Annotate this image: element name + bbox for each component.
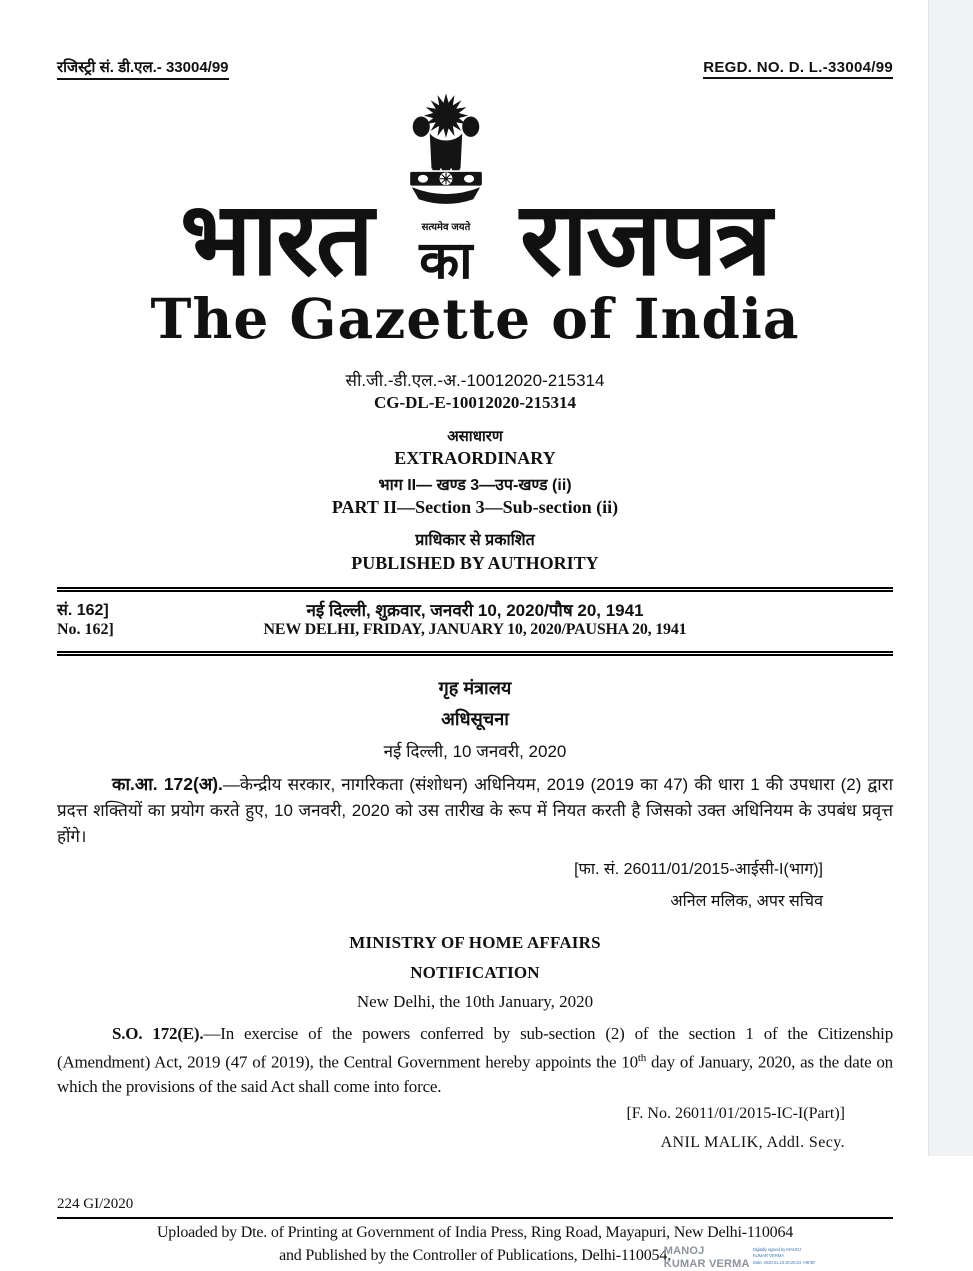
- signature-details-line2: KUMAR VERMA: [752, 1253, 784, 1259]
- state-emblem-icon: [403, 90, 489, 218]
- registry-number-hindi: रजिस्ट्री सं. डी.एल.- 33004/99: [57, 57, 229, 80]
- masthead-title-row: [57, 90, 893, 297]
- issue-row-english: [57, 621, 893, 644]
- masthead: [57, 90, 893, 351]
- body-text-english-1: —In exercise of the powers conferred by sub-section (2) of the section 1 of the Citizenship (Amendment) Act, 2019 (47 of 2019), the Central Government hereby appoints the 10: [57, 1024, 893, 1072]
- extraordinary-english: EXTRAORDINARY: [394, 448, 556, 468]
- page-footer: [57, 1195, 893, 1270]
- published-by-line: and Published by the Controller of Publications, Delhi-110054.: [279, 1246, 671, 1264]
- issue-date-hindi: नई दिल्ली, शुक्रवार, जनवरी 10, 2020/पौष 20, 1941: [306, 601, 644, 620]
- cg-number-english: CG-DL-E-10012020-215314: [373, 393, 577, 412]
- authority-english: PUBLISHED BY AUTHORITY: [351, 553, 599, 573]
- ministry-title-hindi: गृह मंत्रालय: [438, 678, 512, 698]
- authority-hindi: प्राधिकार से प्रकाशित: [415, 532, 535, 549]
- file-number-english: [F. No. 26011/01/2015-IC-I(Part)]: [626, 1104, 845, 1122]
- notification-heading-hindi: अधिसूचना: [441, 709, 509, 729]
- signatory-english: ANIL MALIK, Addl. Secy.: [660, 1133, 845, 1151]
- masthead-title-hindi-right: राजपत्र: [519, 182, 771, 297]
- emblem-motto: सत्यमेव जयते: [421, 222, 471, 233]
- signature-details: [753, 1245, 815, 1267]
- publication-meta: [57, 368, 893, 574]
- viewer-gutter: [928, 0, 973, 1156]
- gazette-page: [57, 0, 893, 1270]
- masthead-title-hindi-left: भारत: [179, 182, 372, 297]
- issue-date-english: NEW DELHI, FRIDAY, JANUARY 10, 2020/PAUSHA 20, 1941: [263, 621, 687, 638]
- signer-name: [664, 1245, 750, 1271]
- notification-body-english: [57, 1022, 893, 1099]
- issue-number-english: No. 162]: [57, 621, 114, 638]
- body-text-hindi: —केन्द्रीय सरकार, नागरिकता (संशोधन) अधिनियम, 2019 (2019 का 47) की धारा 1 की उपधारा (2) द्वारा प्रदत्त शक्तियों का प्रयोग करते हुए, 10 जनवरी, 2020 को उस तारीख के रूप में नियत करती है जिसको उक्त अधिनियम के उपबंध प्रवृत्त होंगे।: [57, 775, 893, 846]
- ordinal-superscript: th: [637, 1052, 647, 1064]
- so-number-english: S.O. 172(E).: [112, 1024, 204, 1043]
- issue-number-hindi: सं. 162]: [57, 602, 109, 619]
- cg-number-hindi: सी.जी.-डी.एल.-अ.-10012020-215314: [345, 371, 605, 390]
- print-code: 224 GI/2020: [57, 1195, 134, 1212]
- registry-number-english: REGD. NO. D. L.-33004/99: [703, 59, 893, 79]
- signatory-hindi: अनिल मलिक, अपर सचिव: [670, 893, 823, 910]
- uploaded-by-line: Uploaded by Dte. of Printing at Government of India Press, Ring Road, Mayapuri, New Delhi-110064: [156, 1223, 794, 1241]
- footer-divider: [57, 1217, 893, 1219]
- body-text-english-2: day of January, 2020, as the date on which the provisions of the said Act shall come into force.: [57, 1052, 893, 1096]
- masthead-title-hindi-middle: का: [419, 232, 473, 290]
- place-date-hindi: नई दिल्ली, 10 जनवरी, 2020: [383, 742, 567, 761]
- masthead-title-english: The Gazette of India: [150, 286, 800, 351]
- published-by-row: [57, 1244, 893, 1270]
- notification-heading-english: NOTIFICATION: [410, 963, 540, 982]
- registration-header: [57, 57, 893, 80]
- file-number-hindi: [फा. सं. 26011/01/2015-आईसी-I(भाग)]: [574, 861, 823, 878]
- so-number-hindi: का.आ. 172(अ).: [112, 774, 223, 794]
- signature-details-line3: Date: 2020.01.10 20:20:24 +05'30': [752, 1260, 815, 1266]
- emblem-column: [386, 90, 506, 290]
- part-section-english: PART II—Section 3—Sub-section (ii): [331, 497, 619, 517]
- part-section-hindi: भाग II— खण्ड 3—उप-खण्ड (ii): [378, 477, 572, 494]
- digital-signature: [664, 1245, 815, 1271]
- extraordinary-hindi: असाधारण: [447, 428, 503, 445]
- issue-row-hindi: [57, 598, 893, 621]
- signer-name-line1: MANOJ: [663, 1244, 705, 1257]
- ministry-title-english: MINISTRY OF HOME AFFAIRS: [349, 933, 601, 952]
- place-date-english: New Delhi, the 10th January, 2020: [356, 992, 594, 1011]
- signer-name-line2: KUMAR VERMA: [663, 1257, 750, 1270]
- notification-english: [57, 933, 893, 1152]
- issue-bar: [57, 587, 893, 656]
- notification-hindi: [57, 676, 893, 911]
- notification-body-hindi: [57, 771, 893, 850]
- signature-details-line1: Digitally signed by MANOJ: [752, 1246, 801, 1252]
